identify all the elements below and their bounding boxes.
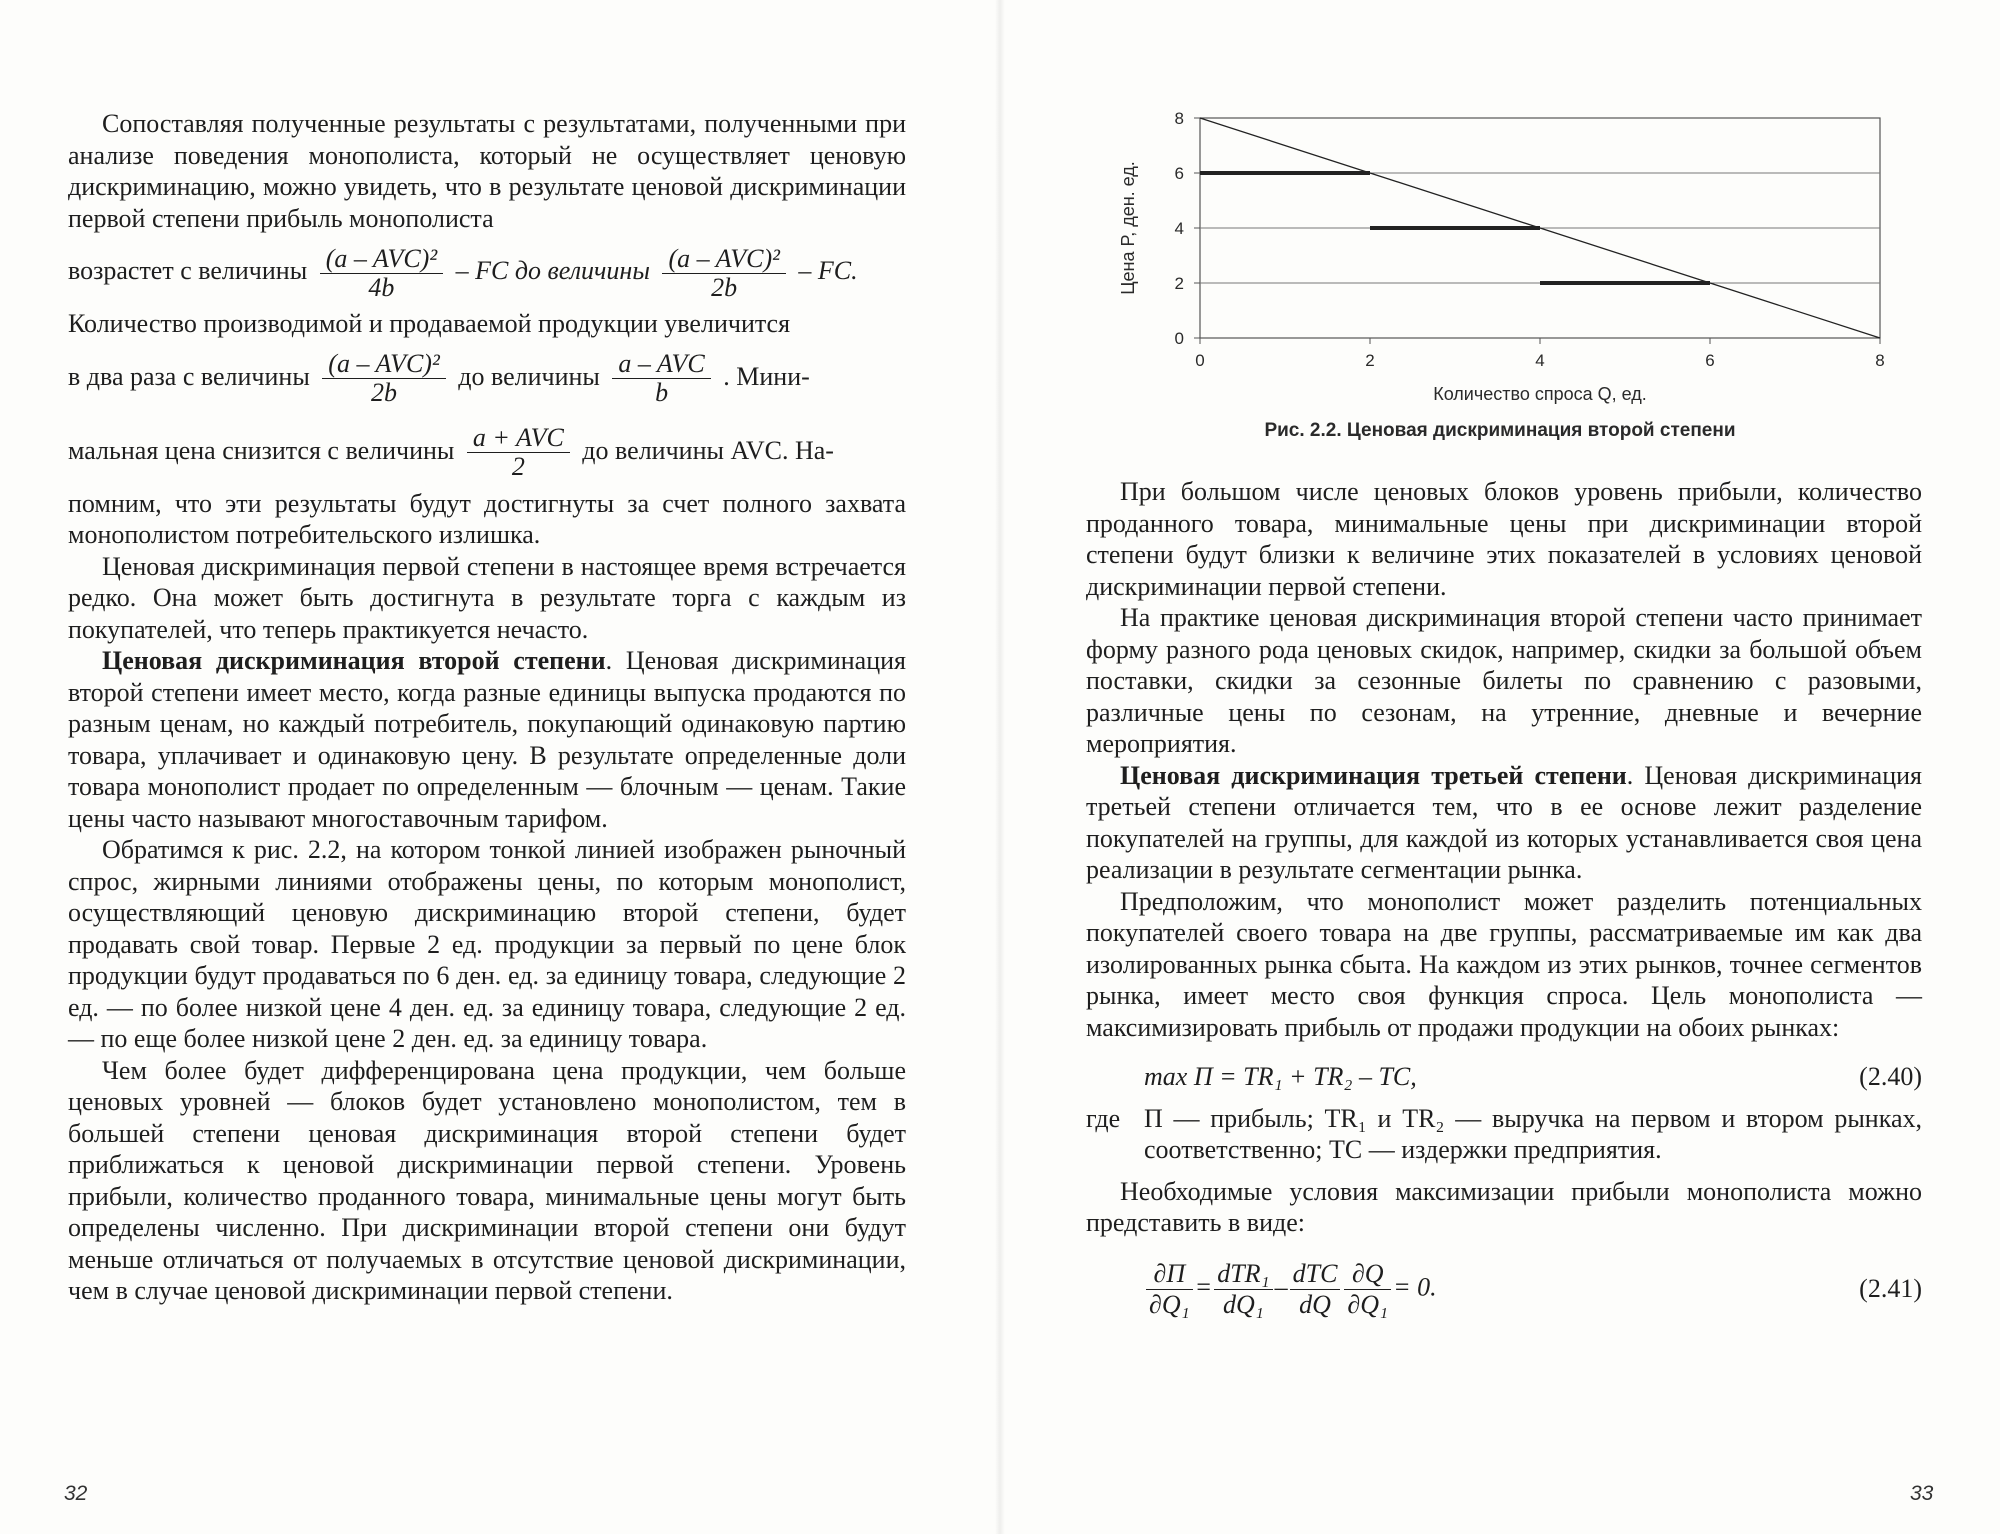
denominator: ∂Q₁ (1149, 1289, 1190, 1319)
paragraph (1086, 760, 1922, 886)
where-block (1086, 1103, 1922, 1166)
denominator: 2b (711, 272, 738, 302)
text-run: – FC. (798, 256, 858, 285)
fraction (1290, 1259, 1341, 1320)
where-text: П — прибыль; TR₁ и TR₂ — выручка на первом и втором рынках, соответственно; TC — издержки предприятия. (1144, 1103, 1922, 1164)
x-tick-label: 6 (1705, 351, 1715, 370)
text-run: . Ценовая дискриминация третьей степени отличается тем, что в ее основе лежит разделение покупателей на группы, для каждой из которых устанавливается своя цена реализации в результате сегментации рынка. (1086, 760, 1922, 884)
paragraph: Ценовая дискриминация первой степени в настоящее время встречается редко. Она может быть достигнута в результате торга с каждым из покупателей, что теперь практикуется нечасто. (68, 551, 906, 644)
equation (1086, 1259, 1437, 1320)
y-axis-label: Цена P, ден. ед. (1118, 161, 1138, 295)
denominator: dQ (1299, 1289, 1331, 1319)
y-tick-label: 2 (1174, 274, 1184, 293)
y-tick-label: 6 (1174, 164, 1184, 183)
y-tick-label: 4 (1174, 219, 1184, 238)
fraction (320, 245, 443, 302)
denominator: b (655, 378, 669, 408)
paragraph: помним, что эти результаты будут достигнуты за счет полного захвата монополистом потребительского излишка. (68, 488, 906, 549)
denominator: 2 (511, 452, 525, 482)
paragraph: Необходимые условия максимизации прибыли монополиста можно представить в виде: (1086, 1176, 1922, 1237)
x-tick-label: 2 (1365, 351, 1375, 370)
bold-term: Ценовая дискриминация третьей степени (1120, 760, 1627, 790)
numerator: a + AVC (467, 424, 570, 453)
equation-number: (2.40) (1859, 1062, 1922, 1091)
x-tick-label: 0 (1195, 351, 1205, 370)
denominator: dQ₁ (1223, 1289, 1264, 1319)
numerator: dTR₁ (1214, 1259, 1272, 1290)
text-run: до величины (458, 361, 600, 391)
paragraph: При большом числе ценовых блоков уровень прибыли, количество проданного товара, минимальные цены при дискриминации второй степени будут близки к величине этих показателей в условиях ценовой дискриминации первой степени. (1086, 477, 1922, 601)
bold-term: Ценовая дискриминация второй степени (102, 646, 606, 675)
text-run: . Ценовая дискриминация второй степени имеет место, когда разные единицы выпуска продаются по разным ценам, но каждый потребитель, покупающий одинаковую партию товара, уплачивает и одинаковую цену. В результате определенные доли товара монополист продает по определенным — блочным — ценам. Такие цены часто называют многоставочным тарифом. (68, 646, 907, 833)
fraction (1214, 1259, 1272, 1320)
text-run: . Мини- (723, 361, 810, 391)
equation-2-40 (1086, 1061, 1922, 1093)
price-discrimination-chart (1080, 100, 1920, 410)
fraction (467, 424, 570, 481)
denominator: ∂Q₁ (1347, 1289, 1389, 1319)
numerator: (a – AVC)² (320, 245, 443, 274)
paragraph: Обратимся к рис. 2.2, на котором тонкой линией изображен рыночный спрос, жирными линиями отображены цены, по которым монополист, осуществляющий ценовую дискриминацию второй степени, будет продавать свой товар. Первые 2 ед. продукции за первый по цене блок продукции будут продаваться по 6 ден. ед. за единицу товара, следующие 2 ед. — по более низкой цене 4 ден. ед. за единицу товара, следующие 2 ед. — по еще более низкой цене 2 ден. ед. за единицу товара. (68, 835, 906, 1053)
equation-2-41 (1086, 1259, 1922, 1320)
fraction (1146, 1259, 1193, 1320)
equation: max П = TR₁ + TR₂ – TC, (1144, 1062, 1417, 1091)
page-number: 32 (64, 1482, 88, 1505)
left-text-column (68, 108, 906, 1307)
paragraph: Чем более будет дифференцирована цена продукции, чем больше ценовых уровней — блоков будет установлено монополистом, тем в большей степени ценовая дискриминация второй степени будет приближаться к ценовой дискриминации первой степени. Уровень прибыли, количество проданного товара, минимальные цены могут быть определены численно. При дискриминации второй степени они будут меньше отличаться от получаемых в отсутствие ценовой дискриминации, чем в случае ценовой дискриминации первой степени. (68, 1055, 906, 1305)
numerator: dTC (1290, 1259, 1341, 1290)
y-tick-label: 8 (1174, 109, 1184, 128)
denominator: 4b (368, 272, 395, 302)
x-tick-label: 8 (1875, 351, 1885, 370)
numerator: (a – AVC)² (662, 245, 785, 274)
text-run: в два раза с величины (68, 361, 310, 391)
formula-line (68, 340, 906, 414)
operator: – (1274, 1271, 1288, 1301)
fraction (1344, 1259, 1391, 1320)
fraction (322, 350, 445, 407)
paragraph: Количество производимой и продаваемой продукции увеличится (68, 309, 791, 338)
fraction (662, 245, 785, 302)
numerator: ∂П (1146, 1259, 1193, 1290)
formula-line (68, 414, 906, 488)
paragraph: Предположим, что монополист может разделить потенциальных покупателей своего товара на две группы, рассматриваемые им как два изолированных рынка сбыта. На каждом из этих рынков, точнее сегментов рынка, имеет место своя функция спроса. Цель монополиста — максимизировать прибыль от продажи продукции на обоих рынках: (1086, 886, 1922, 1042)
text-run: – FC до величины (455, 256, 650, 285)
fraction (612, 350, 710, 407)
numerator: ∂Q (1344, 1259, 1391, 1290)
x-tick-label: 4 (1535, 351, 1545, 370)
right-text-column (1086, 476, 1922, 1320)
numerator: a – AVC (612, 350, 710, 379)
x-axis-label: Количество спроса Q, ед. (1433, 384, 1647, 404)
formula-line (68, 234, 906, 308)
paragraph (68, 645, 906, 834)
text-run: до величины AVC. На- (582, 435, 834, 465)
paragraph: На практике ценовая дискриминация второй степени часто принимает форму разного рода ценовых скидок, например, скидки за большой объем поставки, скидки за сезонные билеты по сравнению с разовыми, различные цены по сезонам, на утренние, дневные и вечерние мероприятия. (1086, 603, 1922, 758)
operator: = (1194, 1271, 1213, 1301)
figure-2-2 (1080, 100, 1920, 460)
text-run: возрастет с величины (68, 256, 308, 285)
denominator: 2b (371, 378, 398, 408)
where-label: где (1086, 1103, 1121, 1133)
operator: = 0. (1393, 1271, 1437, 1301)
equation-number: (2.41) (1859, 1274, 1922, 1304)
figure-caption: Рис. 2.2. Ценовая дискриминация второй степени (1264, 420, 1736, 441)
y-tick-label: 0 (1174, 329, 1184, 348)
text-run: мальная цена снизится с величины (68, 435, 455, 465)
page-number: 33 (1910, 1482, 1934, 1505)
numerator: (a – AVC)² (322, 350, 445, 379)
paragraph: Сопоставляя полученные результаты с результатами, полученными при анализе поведения монополиста, который не осуществляет ценовую дискриминацию, можно увидеть, что в результате ценовой дискриминации первой степени прибыль монополиста (68, 109, 906, 233)
